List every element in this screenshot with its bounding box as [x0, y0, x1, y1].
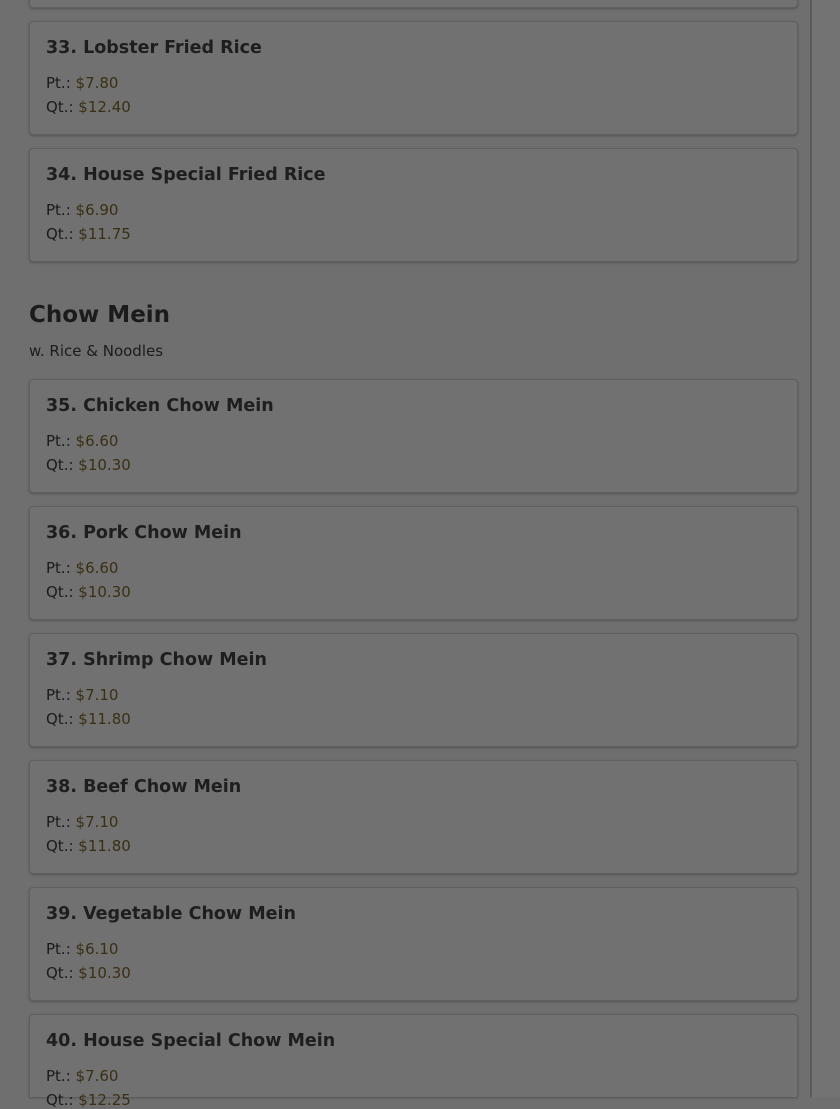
quart-price: $10.30 [78, 964, 131, 982]
pint-label: Pt.: [46, 559, 71, 577]
pint-price: $7.10 [75, 813, 119, 831]
pint-label: Pt.: [46, 201, 71, 219]
pint-price-line [46, 74, 118, 92]
pint-price-line [46, 940, 118, 958]
section-title: Chow Mein [29, 302, 171, 328]
menu-item-title: 39. Vegetable Chow Mein [46, 904, 296, 924]
quart-label: Qt.: [46, 1091, 74, 1109]
menu-item-title: 38. Beef Chow Mein [46, 777, 242, 797]
pint-price-line [46, 1067, 118, 1085]
quart-label: Qt.: [46, 583, 74, 601]
pint-label: Pt.: [46, 940, 71, 958]
menu-item-card[interactable] [29, 379, 798, 493]
quart-label: Qt.: [46, 456, 74, 474]
pint-price: $7.80 [75, 74, 119, 92]
menu-item-card-partial[interactable] [29, 0, 798, 8]
menu-item-title: 40. House Special Chow Mein [46, 1031, 336, 1051]
quart-price-line [46, 98, 131, 116]
menu-item-title: 33. Lobster Fried Rice [46, 38, 262, 58]
right-gutter [812, 0, 840, 1097]
pint-price-line [46, 559, 118, 577]
quart-label: Qt.: [46, 964, 74, 982]
pint-price: $6.90 [75, 201, 119, 219]
quart-label: Qt.: [46, 98, 74, 116]
menu-item-title: 35. Chicken Chow Mein [46, 396, 274, 416]
pint-price: $6.60 [75, 432, 119, 450]
pint-label: Pt.: [46, 686, 71, 704]
pint-price: $7.60 [75, 1067, 119, 1085]
quart-price-line [46, 225, 131, 243]
menu-item-card[interactable] [29, 148, 798, 262]
quart-price-line [46, 710, 131, 728]
quart-label: Qt.: [46, 710, 74, 728]
pint-price: $6.60 [75, 559, 119, 577]
pint-price: $7.10 [75, 686, 119, 704]
pint-price: $6.10 [75, 940, 119, 958]
pint-label: Pt.: [46, 1067, 71, 1085]
quart-label: Qt.: [46, 837, 74, 855]
pint-label: Pt.: [46, 813, 71, 831]
menu-item-card[interactable] [29, 1014, 798, 1109]
quart-price-line [46, 1091, 131, 1109]
quart-price: $11.80 [78, 837, 131, 855]
menu-item-card[interactable] [29, 506, 798, 620]
menu-item-card[interactable] [29, 887, 798, 1001]
pint-price-line [46, 686, 118, 704]
quart-price: $11.75 [78, 225, 131, 243]
pint-price-line [46, 813, 118, 831]
quart-price-line [46, 583, 131, 601]
pint-price-line [46, 432, 118, 450]
quart-price: $10.30 [78, 456, 131, 474]
pint-price-line [46, 201, 118, 219]
section-subtitle: w. Rice & Noodles [29, 342, 164, 360]
menu-item-title: 36. Pork Chow Mein [46, 523, 242, 543]
quart-price-line [46, 837, 131, 855]
menu-item-card[interactable] [29, 633, 798, 747]
quart-price-line [46, 964, 131, 982]
menu-item-card[interactable] [29, 21, 798, 135]
pint-label: Pt.: [46, 74, 71, 92]
quart-price: $12.25 [78, 1091, 131, 1109]
quart-price: $12.40 [78, 98, 131, 116]
quart-price: $10.30 [78, 583, 131, 601]
menu-item-title: 37. Shrimp Chow Mein [46, 650, 267, 670]
quart-label: Qt.: [46, 225, 74, 243]
pint-label: Pt.: [46, 432, 71, 450]
menu-item-card[interactable] [29, 760, 798, 874]
quart-price: $11.80 [78, 710, 131, 728]
quart-price-line [46, 456, 131, 474]
menu-item-title: 34. House Special Fried Rice [46, 165, 326, 185]
